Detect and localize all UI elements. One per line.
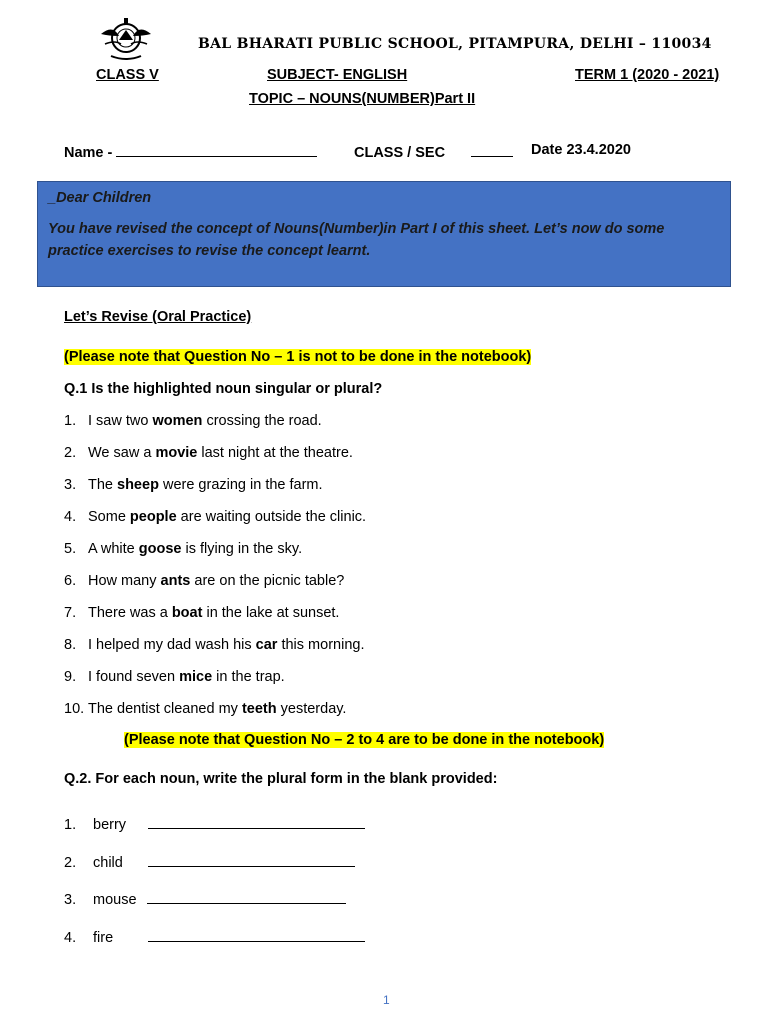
name-label: Name - xyxy=(64,145,113,161)
item-text-after: are waiting outside the clinic. xyxy=(176,509,367,525)
item-text-before: I found seven xyxy=(88,669,180,685)
term-label: TERM 1 (2020 - 2021) xyxy=(575,67,720,83)
item-number: 8. xyxy=(64,637,77,653)
item-text-before: There was a xyxy=(88,605,172,621)
item-number: 3. xyxy=(64,477,77,493)
item-text-after: is flying in the sky. xyxy=(181,541,303,557)
highlighted-noun: boat xyxy=(171,605,203,621)
subject-label: SUBJECT- ENGLISH xyxy=(267,67,408,83)
plural-item xyxy=(64,814,365,833)
class-sec-blank xyxy=(471,142,513,157)
item-text-after: were grazing in the farm. xyxy=(158,477,323,493)
item-text-before: The dentist cleaned my xyxy=(88,701,242,717)
answer-blank xyxy=(147,889,346,904)
singular-noun: berry xyxy=(93,817,127,833)
list-item xyxy=(64,669,285,685)
item-text-before: How many xyxy=(88,573,161,589)
item-text-before: I saw two xyxy=(88,413,153,429)
name-blank xyxy=(116,142,317,157)
item-text-before: Some xyxy=(88,509,130,525)
item-text-before: A white xyxy=(88,541,139,557)
item-text-before: The xyxy=(88,477,118,493)
school-name: BAL BHARATI PUBLIC SCHOOL, PITAMPURA, DELHI – 110034 xyxy=(198,36,712,52)
note-question-2-4: (Please note that Question No – 2 to 4 are to be done in the notebook) xyxy=(124,732,605,748)
topic-label: TOPIC – NOUNS(NUMBER)Part II xyxy=(249,91,476,107)
list-item xyxy=(64,413,322,429)
item-text-after: crossing the road. xyxy=(202,413,322,429)
item-number: 1. xyxy=(64,413,77,429)
item-number: 9. xyxy=(64,669,77,685)
list-item xyxy=(64,541,302,557)
notice-box xyxy=(37,181,731,287)
highlighted-noun: ants xyxy=(160,573,191,589)
item-number: 4. xyxy=(64,509,77,525)
list-item xyxy=(64,477,323,493)
item-text-after: in the lake at sunset. xyxy=(202,605,340,621)
item-text-after: last night at the theatre. xyxy=(197,445,353,461)
notice-salutation: _ Dear Children xyxy=(48,190,720,206)
item-text-after: are on the picnic table? xyxy=(190,573,345,589)
question-1: Q.1 Is the highlighted noun singular or plural? xyxy=(64,381,383,397)
highlighted-noun: movie xyxy=(155,445,198,461)
page-number: 1 xyxy=(383,993,390,1007)
class-label: CLASS V xyxy=(96,67,159,83)
highlighted-noun: car xyxy=(255,637,278,653)
item-number: 1. xyxy=(64,817,77,833)
revise-heading: Let’s Revise (Oral Practice) xyxy=(64,309,252,325)
highlighted-noun: goose xyxy=(138,541,182,557)
list-item xyxy=(64,701,346,717)
singular-noun: fire xyxy=(93,929,114,946)
date-label: Date 23.4.2020 xyxy=(531,142,631,158)
highlighted-noun: people xyxy=(129,509,177,525)
item-text-before: I helped my dad wash his xyxy=(88,637,256,653)
notice-message: You have revised the concept of Nouns(Number)in Part I of this sheet. Let’s now do some practice exercises to revise the concept learnt. xyxy=(48,221,665,259)
list-item xyxy=(64,573,344,589)
item-text-after: yesterday. xyxy=(276,701,347,717)
answer-blank xyxy=(148,852,355,867)
class-sec-field xyxy=(354,142,513,161)
singular-noun: mouse xyxy=(93,892,137,908)
question-2: Q.2. For each noun, write the plural form in the blank provided: xyxy=(64,771,498,787)
plural-item xyxy=(64,927,365,946)
item-number: 5. xyxy=(64,541,77,557)
item-text-after: in the trap. xyxy=(212,669,285,685)
item-number: 10. xyxy=(64,701,85,717)
name-field xyxy=(64,142,317,161)
note-question-1: (Please note that Question No – 1 is not to be done in the notebook) xyxy=(64,349,532,365)
item-text-after: this morning. xyxy=(277,637,365,653)
answer-blank xyxy=(148,927,365,942)
list-item xyxy=(64,445,353,461)
item-number: 3. xyxy=(64,892,77,908)
answer-blank xyxy=(148,814,365,829)
class-sec-label: CLASS / SEC xyxy=(354,145,446,161)
highlighted-noun: teeth xyxy=(241,701,277,717)
school-logo xyxy=(97,14,155,64)
item-number: 2. xyxy=(64,445,77,461)
highlighted-noun: sheep xyxy=(117,477,159,493)
highlighted-noun: women xyxy=(152,413,203,429)
item-number: 7. xyxy=(64,605,77,621)
singular-noun: child xyxy=(93,854,123,871)
list-item xyxy=(64,637,364,653)
highlighted-noun: mice xyxy=(179,669,213,685)
list-item xyxy=(64,509,366,525)
plural-item xyxy=(64,889,346,908)
item-number: 4. xyxy=(64,929,77,946)
list-item xyxy=(64,605,339,621)
item-number: 2. xyxy=(64,854,77,871)
item-text-before: We saw a xyxy=(88,445,156,461)
plural-item xyxy=(64,852,355,871)
item-number: 6. xyxy=(64,573,77,589)
